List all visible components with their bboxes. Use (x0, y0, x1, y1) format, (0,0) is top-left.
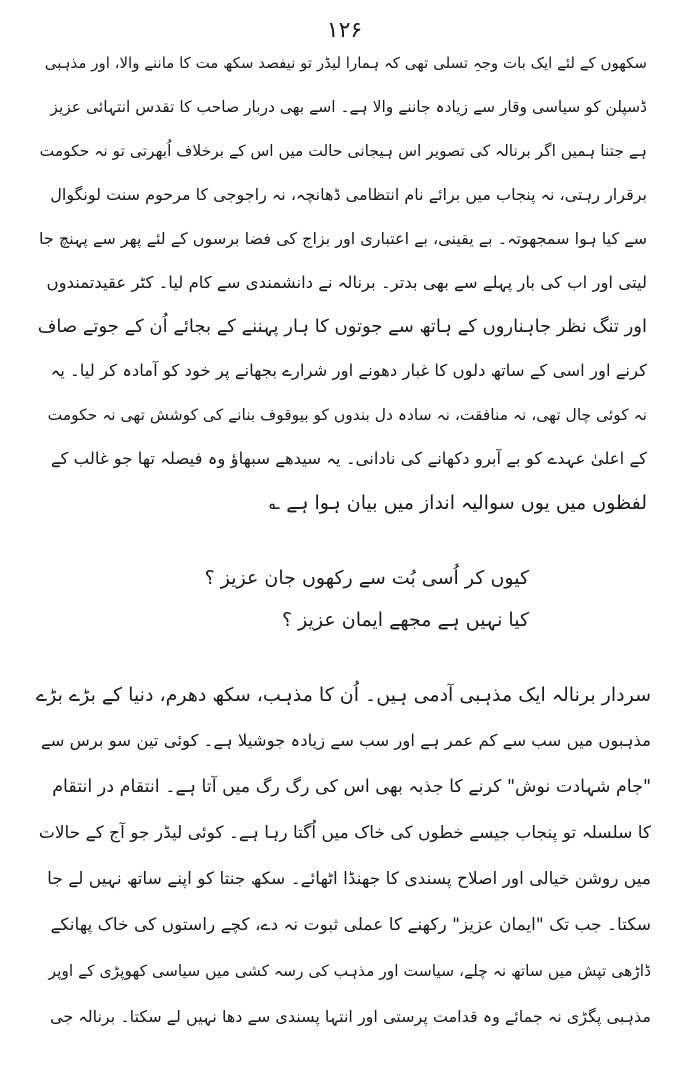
text-line: ڈسپلن کو سیاسی وقار سے زیادہ جاننے والا ہے۔ اسے بھی دربار صاحب کا تقدس انتہائی عزیز (50, 98, 647, 116)
text-line: "جام شہادت نوش" کرنے کا جذبہ بھی اس کی رگ رگ میں آتا ہے۔ انتقام در انتقام (52, 777, 651, 797)
text-line: لیتی اور اب کی بار پہلے سے بھی بدتر۔ برنالہ نے دانشمندی سے کام لیا۔ کٹر عقیدتمندوں (46, 273, 647, 292)
text-line: سکتا۔ جب تک "ایمان عزیز" رکھنے کا عملی ثبوت نہ دے، کچے راستوں کی خاک پھانکے (50, 915, 651, 935)
text-line: مذہبوں میں سب سے کم عمر ہے اور سب سے زیادہ جوشیلا ہے۔ کوئی تین سو برس سے (40, 731, 651, 750)
text-line: سکھوں کے لئے ایک بات وجہِ تسلی تھی کہ ہمارا لیڈر تو نیفصد سکھ مت کا ماننے والا، اور مذہبی (44, 54, 647, 72)
text-line: ہے جتنا ہمیں اگر برنالہ کی تصویر اس ہیجانی حالت میں اس کے برخلاف اُبھرتی تو نہ حکومت (39, 142, 647, 160)
text-line: میں روشن خیالی اور اصلاح پسندی کا جھنڈا اٹھائے۔ سکھ جنتا کو اپنے ساتھ نہیں لے جا (47, 869, 651, 889)
verse-line-2: کیا نہیں ہے مجھے ایمان عزیز ؟ (282, 609, 529, 631)
text-line: کے اعلیٰ عہدے کو بے آبرو دکھانے کی نادانی۔ یہ سیدھے سبھاؤ وہ فیصلہ تھا جو غالب کے (50, 449, 647, 468)
text-line: کا سلسلہ تو پنجاب جیسے خطوں کی خاک میں اُگتا رہا ہے۔ کوئی لیڈر جو آج کے حالات (38, 823, 651, 843)
text-line: اور تنگ نظر جاہناروں کے ہاتھ سے جوتوں کا ہار پہننے کے بجائے اُن کے جوتے صاف (37, 316, 647, 337)
text-line: کرنے اور اسی کے ساتھ دلوں کا غبار دھونے اور شرارے بجھانے پر خود کو آمادہ کر لیا۔ یہ (50, 361, 647, 380)
text-line: برقرار رہتی، نہ پنجاب میں برائے نام انتظامی ڈھانچہ، نہ راجوجی کا مرحوم سنت لونگوال (50, 185, 647, 204)
text-line: لفظوں میں یوں سوالیہ انداز میں بیان ہوا ہے ؎ (269, 492, 647, 514)
text-line: مذہبی پگڑی نہ جمائے وہ قدامت پرستی اور انتہا پسندی سے دھا نہیں لے سکتا۔ برنالہ جی (50, 1007, 651, 1026)
page-number: ۱۲۶ (326, 18, 363, 43)
text-line: سے کیا ہوا سمجھوتہ۔ بے یقینی، بے اعتباری اور بزاج کی فضا برسوں کے لئے پھر سے پہنچ جا (39, 229, 647, 248)
text-line: ڈاڑھی تپش میں ساتھ نہ چلے، سیاست اور مذہب کی رسہ کشی میں سیاسی کھوپڑی کے اوپر (48, 962, 651, 980)
text-line: نہ کوئی چال تھی، نہ منافقت، نہ سادہ دل بندوں کو بیوقوف بنانے کی کوشش تھی نہ حکومت (47, 406, 647, 424)
verse-line-1: کیوں کر اُسی بُت سے رکھوں جان عزیز ؟ (204, 567, 529, 589)
text-line: سردار برنالہ ایک مذہبی آدمی ہیں۔ اُن کا مذہب، سکھ دھرم، دنیا کے بڑے بڑے (36, 684, 651, 706)
